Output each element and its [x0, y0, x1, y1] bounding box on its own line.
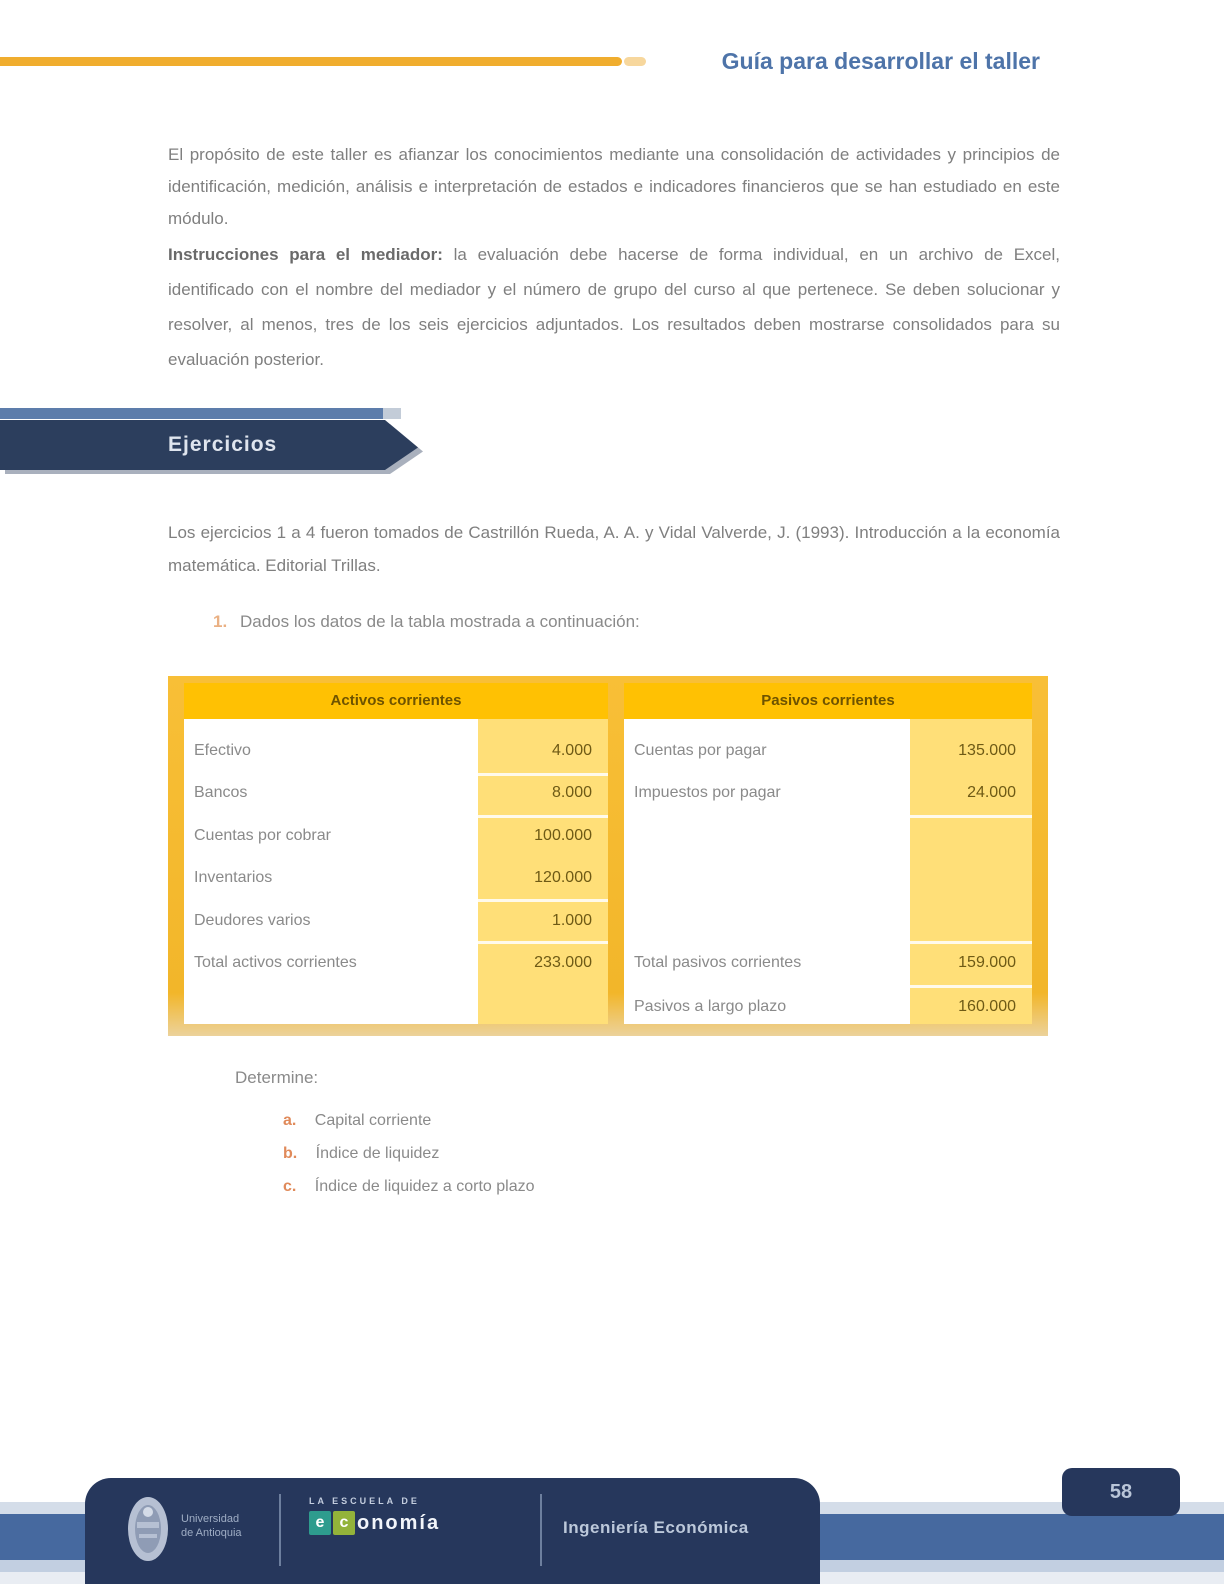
value-separator [910, 815, 1032, 818]
row-value: 24.000 [967, 784, 1016, 801]
table-body-pasivos [624, 719, 1032, 1024]
value-separator [478, 815, 608, 818]
institution-line1: Universidad [181, 1513, 240, 1525]
footer-divider [540, 1494, 542, 1566]
table-row [624, 738, 1032, 764]
item-text: Índice de liquidez a corto plazo [314, 1178, 535, 1195]
page-number-badge: 58 [1062, 1468, 1180, 1516]
row-label: Cuentas por cobrar [194, 827, 331, 844]
row-label: Deudores varios [194, 912, 311, 929]
table-row [184, 738, 608, 764]
banner-top-stripe [0, 408, 383, 419]
school-logo [309, 1496, 440, 1535]
row-value: 160.000 [958, 998, 1016, 1015]
school-logo-topline: LA ESCUELA DE [309, 1496, 420, 1506]
determine-item [283, 1178, 535, 1196]
wordmark-block-green: c [333, 1511, 355, 1535]
value-separator [910, 941, 1032, 944]
row-value: 135.000 [958, 742, 1016, 759]
determine-item [283, 1112, 431, 1130]
table-row [184, 865, 608, 891]
row-label: Pasivos a largo plazo [634, 998, 787, 1015]
table-row [184, 780, 608, 806]
table-row [624, 780, 1032, 806]
row-label: Total activos corrientes [194, 954, 357, 971]
wordmark-block-teal: e [309, 1511, 331, 1535]
row-label: Efectivo [194, 742, 251, 759]
table-body-activos [184, 719, 608, 1024]
value-separator [478, 773, 608, 776]
banner-top-stripe-end [383, 408, 401, 419]
item-text: Índice de liquidez [315, 1145, 440, 1162]
item-letter: a. [283, 1112, 297, 1129]
table-row-total [624, 950, 1032, 976]
instructions-body: la evaluación debe hacerse de forma individual, en un archivo de Excel, identificado con el nombre del mediador y el número de grupo del curso al que pertenece. Se deben solucionar y resolver, al menos, tres de los seis ejercicios adjuntados. Los resultados deben mostrarse consolidados para su evaluación posterior. [168, 245, 1061, 369]
header-gold-divider [0, 57, 622, 66]
item-text: Capital corriente [314, 1112, 432, 1129]
value-separator [478, 941, 608, 944]
wordmark-rest: onomía [357, 1511, 441, 1534]
row-value: 4.000 [551, 742, 592, 759]
table-activos-half [184, 683, 608, 1024]
row-value: 100.000 [534, 827, 592, 844]
balance-table [168, 676, 1048, 1036]
program-label: Ingeniería Económica [563, 1518, 749, 1537]
item-letter: c. [283, 1178, 297, 1195]
table-header-pasivos: Pasivos corrientes [624, 683, 1032, 719]
instructions-paragraph [168, 237, 1060, 377]
item-letter: b. [283, 1145, 298, 1162]
footer-divider [279, 1494, 281, 1566]
institution-name [181, 1512, 242, 1540]
determine-label: Determine: [235, 1068, 319, 1087]
row-label: Total pasivos corrientes [634, 954, 802, 971]
table-row [624, 994, 1032, 1020]
table-header-activos: Activos corrientes [184, 683, 608, 719]
table-row [184, 908, 608, 934]
page-title: Guía para desarrollar el taller [721, 48, 1040, 74]
intro-paragraph: El propósito de este taller es afianzar los conocimientos mediante una consolidación de actividades y principios de identificación, medición, análisis e interpretación de estados e indicadores financieros que se han estudiado en este módulo. [168, 145, 1060, 228]
pasivos-value-column [910, 719, 1032, 1024]
exercise-prompt: Dados los datos de la tabla mostrada a continuación: [240, 612, 640, 631]
instructions-lead: Instrucciones para el mediador: [168, 245, 443, 264]
source-note: Los ejercicios 1 a 4 fueron tomados de Castrillón Rueda, A. A. y Vidal Valverde, J. (1993). Introducción a la economía matemática. Editorial Trillas. [168, 523, 1060, 575]
determine-item [283, 1145, 439, 1163]
row-label: Inventarios [194, 869, 273, 886]
row-label: Bancos [194, 784, 248, 801]
footer-bar [85, 1478, 820, 1584]
ejercicios-banner-label: Ejercicios [168, 433, 278, 456]
table-row-total [184, 950, 608, 976]
row-label: Cuentas por pagar [634, 742, 767, 759]
row-value: 120.000 [534, 869, 592, 886]
row-value: 8.000 [551, 784, 592, 801]
school-logo-wordmark [309, 1511, 440, 1535]
row-value: 233.000 [534, 954, 592, 971]
value-separator [910, 985, 1032, 988]
table-pasivos-half [624, 683, 1032, 1024]
row-label: Impuestos por pagar [634, 784, 781, 801]
institution-line2: de Antioquia [181, 1527, 242, 1539]
row-value: 159.000 [958, 954, 1016, 971]
value-separator [478, 899, 608, 902]
table-row [184, 823, 608, 849]
row-value: 1.000 [551, 912, 592, 929]
university-crest-icon [125, 1494, 171, 1564]
exercise-number: 1. [213, 612, 228, 631]
